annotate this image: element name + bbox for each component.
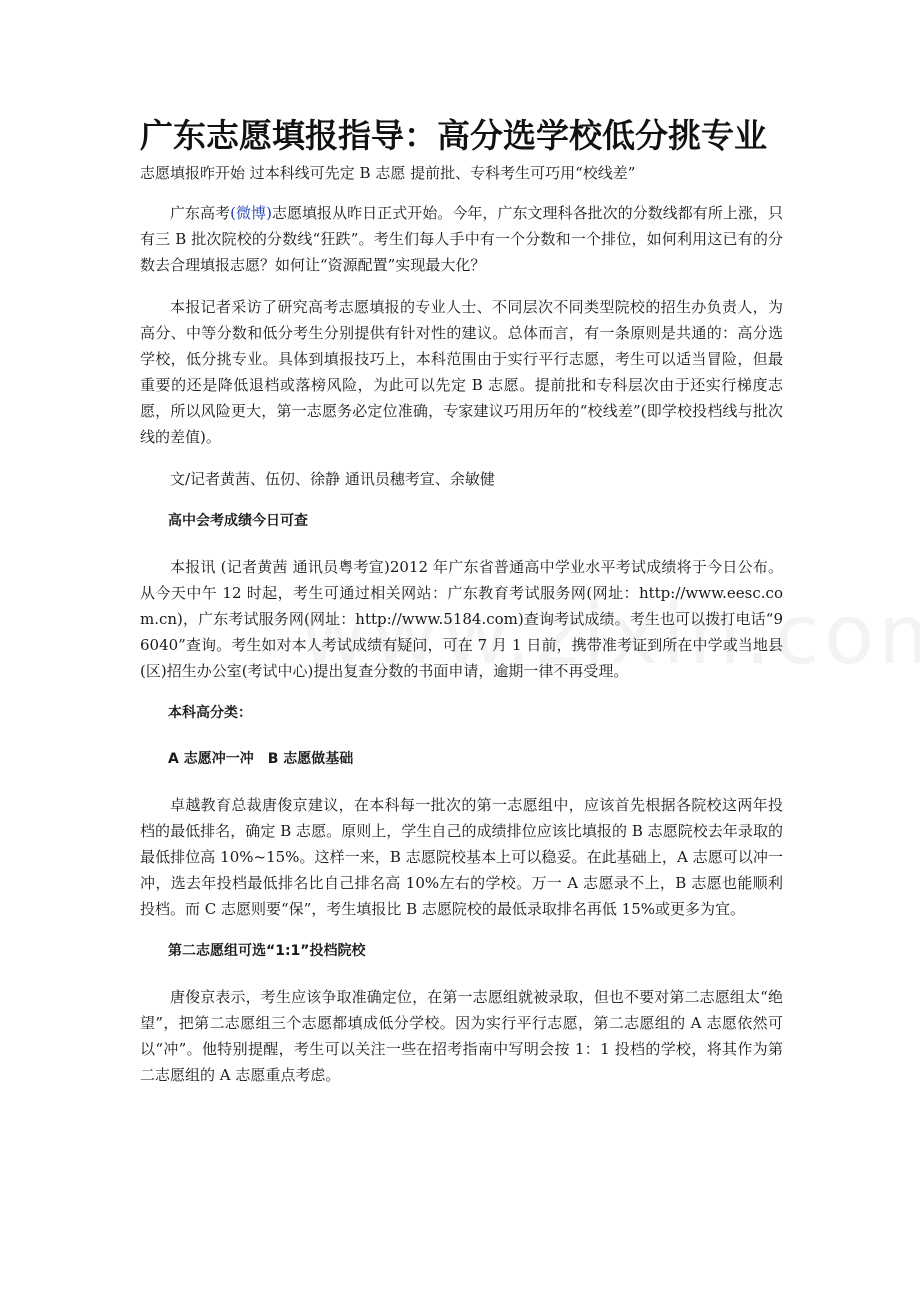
byline: 文/记者黄茜、伍仞、徐静 通讯员穗考宣、余敏健 [170, 470, 495, 488]
intro-text-rest: 志愿填报从昨日正式开始。今年，广东文理科各批次的分数线都有所上涨，只有三 B 批次院校的分数线“狂跌”。考生们每人手中有一个分数和一个排位，如何利用这已有的分数去合理填报志愿？如何让“资源配置”实现最大化？ [140, 204, 783, 274]
intro-paragraph [140, 200, 783, 278]
ab-paragraph: 卓越教育总裁唐俊京建议，在本科每一批次的第一志愿组中，应该首先根据各院校这两年投档的最低排名，确定 B 志愿。原则上，学生自己的成绩排位应该比填报的 B 志愿院校去年录取的最低排位高 10%~15%。这样一来，B 志愿院校基本上可以稳妥。在此基础上，A 志愿可以冲一冲，选去年投档最低排名比自己排名高 10%左右的学校。万一 A 志愿录不上，B 志愿也能顺利投档。而 C 志愿则要“保”，考生填报比 B 志愿院校的最低录取排名再低 15%或更多为宜。 [140, 796, 783, 918]
weibo-link[interactable]: (微博) [230, 204, 272, 222]
exam-heading: 高中会考成绩今日可查 [168, 513, 308, 529]
summary-paragraph: 本报记者采访了研究高考志愿填报的专业人士、不同层次不同类型院校的招生办负责人，为高分、中等分数和低分考生分别提供有针对性的建议。总体而言，有一条原则是共通的：高分选学校，低分挑专业。具体到填报技巧上，本科范围由于实行平行志愿，考生可以适当冒险，但最重要的还是降低退档或落榜风险，为此可以先定 B 志愿。提前批和专科层次由于还实行梯度志愿，所以风险更大，第一志愿务必定位准确，专家建议巧用历年的“校线差”(即学校投档线与批次线的差值)。 [140, 298, 783, 446]
high-score-heading: 本科高分类： [168, 705, 252, 721]
article-title: 广东志愿填报指导：高分选学校低分挑专业 [140, 116, 767, 155]
exam-paragraph: 本报讯 (记者黄茜 通讯员粤考宣)2012 年广东省普通高中学业水平考试成绩将于今日公布。从今天中午 12 时起，考生可通过相关网站：广东教育考试服务网(网址：http://www.eesc.com.cn)，广东考试服务网(网址：http://www.5184.com)查询考试成绩。考生也可以拨打电话“96040”查询。考生如对本人考试成绩有疑问，可在 7 月 1 日前，携带准考证到所在中学或当地县(区)招生办公室(考试中心)提出复查分数的书面申请，逾期一律不再受理。 [140, 558, 783, 680]
ab-heading: A 志愿冲一冲 B 志愿做基础 [168, 751, 354, 767]
article [140, 112, 783, 1104]
second-group-heading: 第二志愿组可选“1:1”投档院校 [168, 943, 366, 959]
second-group-paragraph: 唐俊京表示，考生应该争取准确定位，在第一志愿组就被录取，但也不要对第二志愿组太“绝望”，把第二志愿组三个志愿都填成低分学校。因为实行平行志愿，第二志愿组的 A 志愿依然可以“冲”。他特别提醒，考生可以关注一些在招考指南中写明会按 1：1 投档的学校，将其作为第二志愿组的 A 志愿重点考虑。 [140, 988, 783, 1084]
intro-text-start: 广东高考 [170, 204, 231, 222]
article-subtitle: 志愿填报昨开始 过本科线可先定 B 志愿 提前批、专科考生可巧用“校线差” [140, 164, 636, 182]
